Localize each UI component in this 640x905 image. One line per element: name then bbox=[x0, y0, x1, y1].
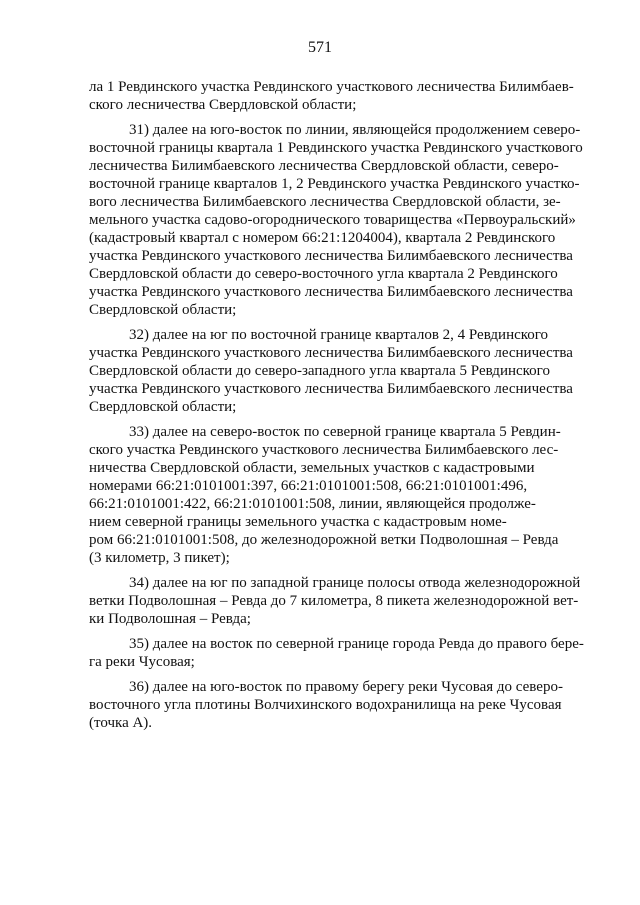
paragraph-item-36: 36) далее на юго-восток по правому берегу реки Чусовая до северо- восточного угла плотины Волчихинского водохранилища на реке Чусовая (точка А). bbox=[89, 679, 563, 731]
document-body bbox=[89, 78, 599, 739]
paragraph-continuation: ла 1 Ревдинского участка Ревдинского участкового лесничества Билимбаев- ского лесничества Свердловской области; bbox=[89, 79, 574, 113]
paragraph-item-31: 31) далее на юго-восток по линии, являющейся продолжением северо- восточной границы квартала 1 Ревдинского участка Ревдинского участкового лесничества Билимбаевского лесничества Свердловской области, северо- восточной границе кварталов 1, 2 Ревдинского участка Ревдинского участко- вого лесничества Билимбаевского лесничества Свердловской области, зе- мельного участка садово-огороднического товарищества «Первоуральский» (кадастровый квартал с номером 66:21:1204004), квартала 2 Ревдинского участка Ревдинского участкового лесничества Билимбаевского лесничества Свердловской области до северо-восточного угла квартала 2 Ревдинского участка Ревдинского участкового лесничества Билимбаевского лесничества Свердловской области; bbox=[89, 122, 583, 318]
paragraph-item-34: 34) далее на юг по западной границе полосы отвода железнодорожной ветки Подволошная – Ревда до 7 километра, 8 пикета железнодорожной вет- ки Подволошная – Ревда; bbox=[89, 575, 581, 627]
paragraph-item-33: 33) далее на северо-восток по северной границе квартала 5 Ревдин- ского участка Ревдинского участкового лесничества Билимбаевского лес- ничества Свердловской области, земельных участков с кадастровыми номерами 66:21:0101001:397, 66:21:0101001:508, 66:21:0101001:496, 66:21:0101001:422, 66:21:0101001:508, линии, являющейся продолже- нием северной границы земельного участка с кадастровым номе- ром 66:21:0101001:508, до железнодорожной ветки Подволошная – Ревда (3 километр, 3 пикет); bbox=[89, 424, 561, 566]
page-number: 571 bbox=[308, 39, 332, 56]
paragraph-item-32: 32) далее на юг по восточной границе кварталов 2, 4 Ревдинского участка Ревдинского участкового лесничества Билимбаевского лесничества Свердловской области до северо-западного угла квартала 5 Ревдинского участка Ревдинского участкового лесничества Билимбаевского лесничества Свердловской области; bbox=[89, 327, 573, 415]
paragraph-item-35: 35) далее на восток по северной границе города Ревда до правого бере- га реки Чусовая; bbox=[89, 636, 584, 670]
